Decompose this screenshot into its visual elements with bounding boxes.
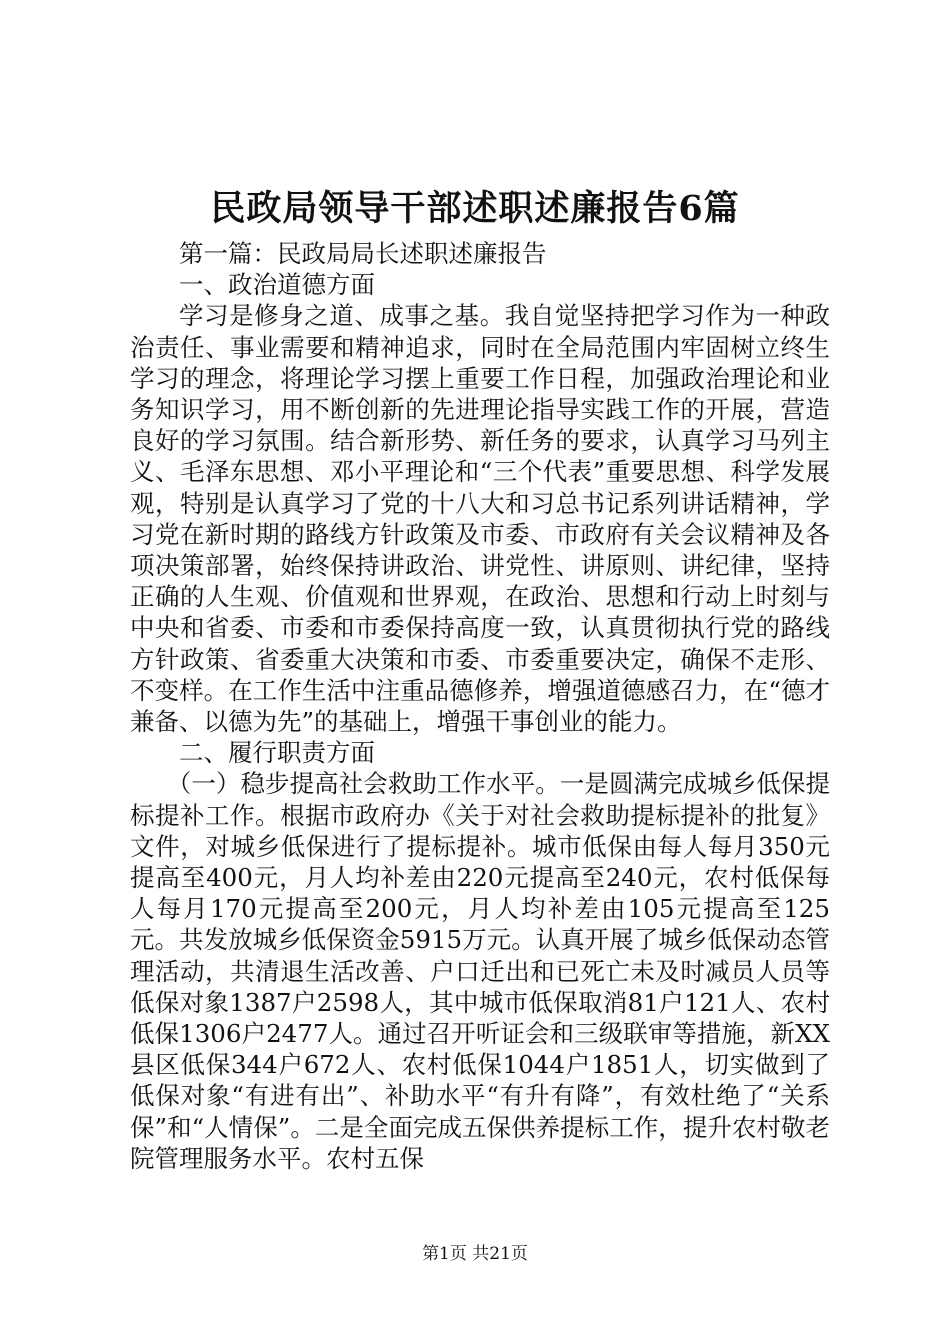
section-heading-duties: 二、履行职责方面 xyxy=(179,738,375,768)
page-footer: 第1页 共21页 xyxy=(422,1244,528,1264)
section-heading-politics: 一、政治道德方面 xyxy=(179,270,375,300)
document-body xyxy=(130,238,830,1174)
chapter-heading: 第一篇：民政局局长述职述廉报告 xyxy=(179,239,547,268)
document-title: 民政局领导干部述职述廉报告6篇 xyxy=(210,188,740,229)
paragraph-politics: 学习是修身之道、成事之基。我自觉坚持把学习作为一种政治责任、事业需要和精神追求，同时在全局范围内牢固树立终生学习的理念，将理论学习摆上重要工作日程，加强政治理论和业务知识学习，用不断创新的先进理论指导实践工作的开展，营造良好的学习氛围。结合新形势、新任务的要求，认真学习马列主义、毛泽东思想、邓小平理论和“三个代表”重要思想、科学发展观，特别是认真学习了党的十八大和习总书记系列讲话精神，学习党在新时期的路线方针政策及市委、市政府有关会议精神及各项决策部署，始终保持讲政治、讲党性、讲原则、讲纪律，坚持正确的人生观、价值观和世界观，在政治、思想和行动上时刻与中央和省委、市委和市委保持高度一致，认真贯彻执行党的路线方针政策、省委重大决策和市委、市委重要决定，确保不走形、不变样。在工作生活中注重品德修养，增强道德感召力，在“德才兼备、以德为先”的基础上，增强干事创业的能力。 xyxy=(130,301,830,737)
paragraph-social-assistance: （一）稳步提高社会救助工作水平。一是圆满完成城乡低保提标提补工作。根据市政府办《关于对社会救助提标提补的批复》文件，对城乡低保进行了提标提补。城市低保由每人每月350元提高至400元，月人均补差由220元提高至240元，农村低保每人每月170元提高至200元，月人均补差由105元提高至125元。共发放城乡低保资金5915万元。认真开展了城乡低保动态管理活动，共清退生活改善、户口迁出和已死亡未及时减员人员等低保对象1387户2598人，其中城市低保取消81户121人、农村低保1306户2477人。通过召开听证会和三级联审等措施，新XX县区低保344户672人、农村低保1044户1851人，切实做到了低保对象“有进有出”、补助水平“有升有降”，有效杜绝了“关系保”和“人情保”。二是全面完成五保供养提标工作，提升农村敬老院管理服务水平。农村五保 xyxy=(130,769,830,1173)
